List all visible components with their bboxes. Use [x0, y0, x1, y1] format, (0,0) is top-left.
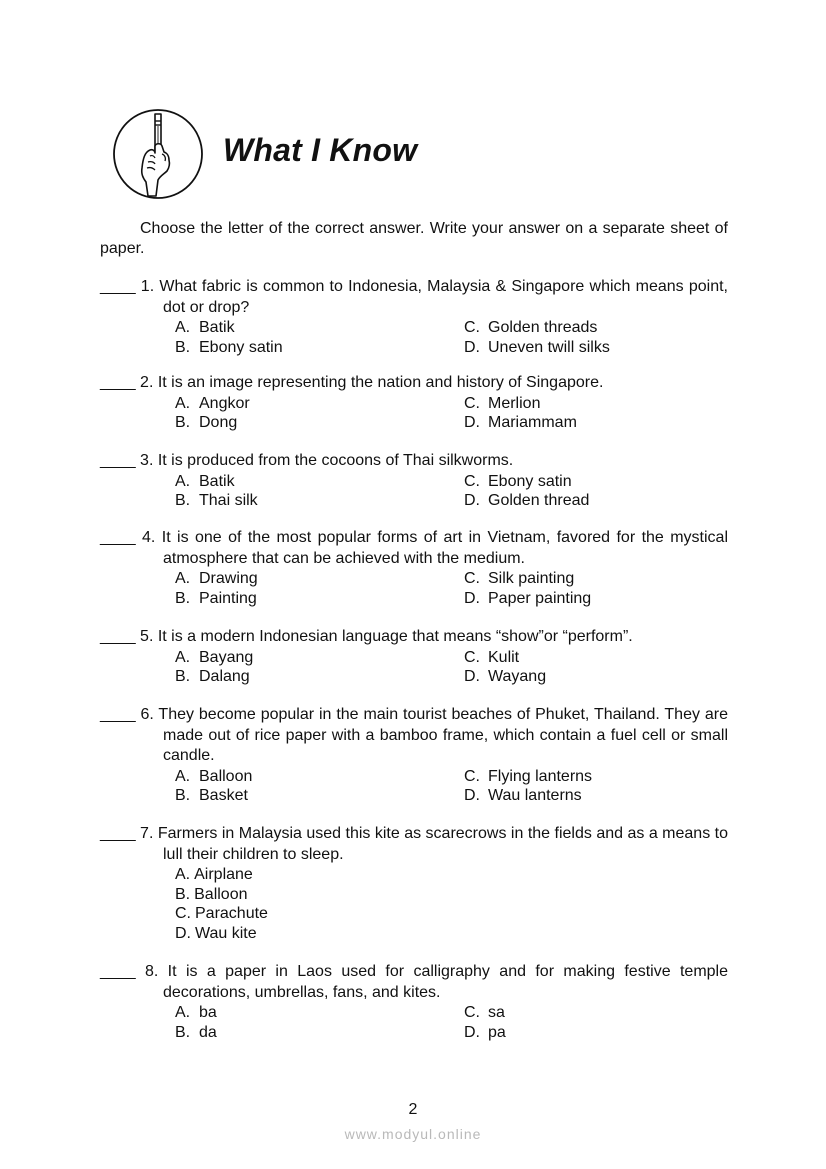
option-text: Basket: [199, 787, 248, 804]
option-letter: A.: [175, 1004, 191, 1021]
options: [175, 648, 728, 687]
option-d: [464, 786, 664, 806]
option-c: [464, 394, 664, 414]
option-b: [175, 667, 464, 687]
option-text: Merlion: [488, 394, 541, 412]
question-stem: ____ 5. It is a modern Indonesian language that means “show”or “perform”.: [100, 628, 633, 645]
option-letter: D.: [175, 924, 191, 942]
option-letter: C.: [175, 905, 191, 922]
pencil-hand-icon: [112, 108, 204, 200]
option-c: [464, 1003, 664, 1023]
page-number: 2: [408, 1101, 418, 1118]
watermark-text: www.modyul.online: [344, 1126, 482, 1142]
option-d: [175, 924, 475, 944]
options: [175, 394, 728, 433]
options: [175, 767, 728, 806]
question-stem: ____ 7. Farmers in Malaysia used this kite as scarecrows in the fields and as a means to lull their children to sleep.: [100, 825, 728, 863]
option-letter: A.: [175, 570, 191, 587]
option-c: [464, 318, 664, 338]
option-a: [175, 767, 464, 787]
option-text: Thai silk: [199, 492, 258, 509]
option-c: [464, 767, 664, 787]
question-stem: ____ 1. What fabric is common to Indonesia, Malaysia & Singapore which means point, dot or drop?: [100, 278, 728, 316]
option-letter: D.: [464, 589, 480, 607]
option-text: pa: [488, 1023, 506, 1041]
option-text: Wau lanterns: [488, 787, 582, 804]
option-text: Airplane: [194, 866, 253, 883]
option-b: [175, 786, 464, 806]
option-text: Wayang: [488, 668, 547, 685]
question-stem: ____ 4. It is one of the most popular forms of art in Vietnam, favored for the mystical atmosphere that can be achieved with the medium.: [100, 529, 728, 567]
option-letter: A.: [175, 319, 191, 336]
question-6: [100, 705, 728, 806]
option-letter: A.: [175, 472, 191, 490]
option-letter: B.: [175, 414, 191, 431]
options: [175, 472, 728, 511]
option-letter: D.: [464, 668, 480, 685]
option-letter: C.: [464, 767, 480, 785]
option-text: Bayang: [199, 648, 254, 666]
option-text: Kulit: [488, 648, 520, 666]
option-letter: B.: [175, 492, 191, 509]
option-a: [175, 318, 464, 338]
option-letter: D.: [464, 492, 480, 509]
option-letter: A.: [175, 866, 191, 883]
option-text: Flying lanterns: [488, 767, 593, 785]
options: [175, 318, 728, 357]
option-a: [175, 394, 464, 414]
option-letter: D.: [464, 787, 480, 804]
option-letter: C.: [464, 394, 480, 412]
option-text: Dong: [199, 414, 238, 431]
question-7: [100, 824, 728, 943]
option-text: Ebony satin: [488, 472, 572, 490]
option-d: [464, 667, 664, 687]
option-d: [464, 491, 664, 511]
option-text: ba: [199, 1004, 217, 1021]
option-letter: C.: [464, 319, 480, 336]
question-stem: ____ 8. It is a paper in Laos used for calligraphy and for making festive temple decorations, umbrellas, fans, and kites.: [100, 963, 728, 1001]
option-text: Mariammam: [488, 414, 577, 431]
instructions: Choose the letter of the correct answer. Write your answer on a separate sheet of paper.: [100, 220, 728, 257]
option-a: [175, 472, 464, 492]
option-c: [464, 569, 664, 589]
question-stem: ____ 6. They become popular in the main tourist beaches of Phuket, Thailand. They are made out of rice paper with a bamboo frame, which contain a fuel cell or small candle.: [100, 706, 728, 764]
option-a: [175, 569, 464, 589]
option-text: Wau kite: [195, 924, 257, 942]
option-text: Uneven twill silks: [488, 338, 610, 356]
question-4: [100, 528, 728, 608]
option-letter: D.: [464, 338, 480, 356]
option-b: [175, 1023, 464, 1043]
option-letter: B.: [175, 787, 191, 804]
option-letter: B.: [175, 885, 191, 903]
option-letter: B.: [175, 338, 191, 356]
option-letter: B.: [175, 589, 191, 607]
option-c: [464, 648, 664, 668]
option-letter: A.: [175, 648, 191, 666]
option-text: Batik: [199, 472, 235, 490]
option-letter: C.: [464, 648, 480, 666]
option-letter: C.: [464, 1004, 480, 1021]
option-letter: C.: [464, 570, 480, 587]
option-text: Golden thread: [488, 492, 590, 509]
question-stem: ____ 3. It is produced from the cocoons of Thai silkworms.: [100, 452, 514, 469]
option-b: [175, 491, 464, 511]
option-d: [464, 413, 664, 433]
question-3: [100, 451, 728, 511]
option-b: [175, 589, 464, 609]
option-b: [175, 338, 464, 358]
section-title: What I Know: [223, 132, 418, 168]
options: [175, 865, 728, 943]
option-text: da: [199, 1023, 217, 1041]
option-d: [464, 589, 664, 609]
option-text: Balloon: [199, 767, 253, 785]
option-letter: C.: [464, 472, 480, 490]
question-8: [100, 962, 728, 1042]
option-text: sa: [488, 1004, 505, 1021]
option-letter: B.: [175, 1023, 191, 1041]
option-text: Paper painting: [488, 589, 592, 607]
option-a: [175, 1003, 464, 1023]
option-a: [175, 648, 464, 668]
option-c: [175, 904, 475, 924]
option-text: Dalang: [199, 668, 250, 685]
options: [175, 1003, 728, 1042]
option-c: [464, 472, 664, 492]
option-b: [175, 413, 464, 433]
option-letter: D.: [464, 414, 480, 431]
option-letter: A.: [175, 767, 191, 785]
question-2: [100, 373, 728, 433]
options: [175, 569, 728, 608]
option-letter: B.: [175, 668, 191, 685]
question-1: [100, 277, 728, 357]
option-text: Angkor: [199, 394, 250, 412]
option-text: Golden threads: [488, 319, 598, 336]
option-text: Batik: [199, 319, 235, 336]
question-stem: ____ 2. It is an image representing the nation and history of Singapore.: [100, 374, 604, 391]
option-b: [175, 885, 475, 905]
question-5: [100, 627, 728, 687]
option-text: Balloon: [194, 885, 248, 903]
option-a: [175, 865, 475, 885]
option-letter: A.: [175, 394, 191, 412]
option-text: Ebony satin: [199, 338, 283, 356]
option-d: [464, 338, 664, 358]
option-letter: D.: [464, 1023, 480, 1041]
option-text: Parachute: [195, 905, 268, 922]
option-text: Drawing: [199, 570, 258, 587]
option-d: [464, 1023, 664, 1043]
option-text: Painting: [199, 589, 257, 607]
option-text: Silk painting: [488, 570, 575, 587]
